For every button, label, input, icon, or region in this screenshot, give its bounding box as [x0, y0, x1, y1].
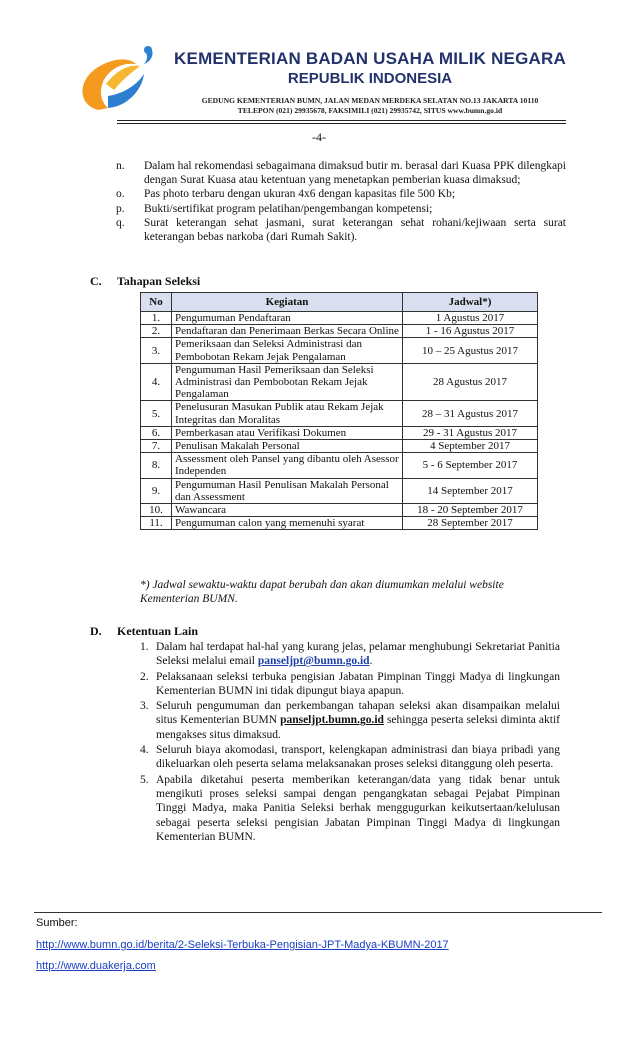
cell-no: 4. [141, 363, 172, 401]
list-marker: 5. [140, 773, 149, 786]
cell-jadwal: 1 Agustus 2017 [403, 312, 538, 325]
source-link-2-wrapper [36, 960, 156, 972]
cell-no: 5. [141, 401, 172, 426]
table-row [141, 312, 538, 325]
column-header-jadwal: Jadwal*) [403, 293, 538, 312]
list-text: Dalam hal rekomendasi sebagaimana dimaksud butir m. berasal dari Kuasa PPK dilengkapi dengan Surat Kuasa atau ketentuan yang menetapkan pemberian kuasa dimaksud; [144, 160, 566, 187]
cell-no: 7. [141, 440, 172, 453]
source-label: Sumber: [36, 917, 78, 929]
cell-no: 6. [141, 426, 172, 439]
cell-jadwal: 28 September 2017 [403, 517, 538, 530]
section-letter: C. [90, 274, 102, 288]
list-item [116, 187, 566, 201]
list-text-part: sehingga peserta seleksi diminta aktif mengakses situs dimaksud. [156, 714, 560, 741]
source-link-1-wrapper [36, 939, 449, 951]
cell-jadwal: 10 – 25 Agustus 2017 [403, 338, 538, 363]
section-letter: D. [90, 624, 102, 638]
cell-no: 9. [141, 478, 172, 503]
requirements-list [116, 159, 566, 244]
list-item [140, 743, 560, 772]
list-text-part: Seluruh pengumuman dan perkembangan tahapan seleksi akan disampaikan melalui situs Kementerian BUMN [156, 700, 560, 727]
cell-kegiatan: Pemeriksaan dan Seleksi Administrasi dan Pembobotan Rekam Jejak Pengalaman [172, 338, 403, 363]
bumn-logo-icon [70, 44, 168, 116]
list-text [156, 699, 560, 742]
schedule-table [140, 292, 538, 530]
email-link[interactable]: panseljpt@bumn.go.id [257, 655, 370, 668]
list-text: Pelaksanaan seleksi terbuka pengisian Jabatan Pimpinan Tinggi Madya di lingkungan Kementerian BUMN ini tidak dipungut biaya apapun. [156, 670, 560, 697]
table-row [141, 426, 538, 439]
org-country: REPUBLIK INDONESIA [287, 70, 453, 87]
column-header-kegiatan: Kegiatan [172, 293, 403, 312]
cell-no: 8. [141, 453, 172, 478]
source-link-2[interactable]: http://www.duakerja.com [36, 960, 156, 972]
list-marker: 1. [140, 641, 149, 653]
list-marker: o. [116, 188, 125, 201]
cell-jadwal: 1 - 16 Agustus 2017 [403, 325, 538, 338]
list-marker: 3. [140, 700, 149, 713]
list-marker: n. [116, 160, 125, 172]
source-link-1[interactable]: http://www.bumn.go.id/berita/2-Seleksi-Terbuka-Pengisian-JPT-Madya-KBUMN-2017 [36, 939, 449, 951]
list-text-part: . [369, 655, 373, 668]
cell-jadwal: 4 September 2017 [403, 440, 538, 453]
list-item [116, 202, 566, 216]
column-header-no: No [141, 293, 172, 312]
list-text: Apabila diketahui peserta memberikan keterangan/data yang tidak benar untuk mengikuti proses seleksi sampai dengan pengangkatan sebagai Pejabat Pimpinan Tinggi Madya, maka Panitia Seleksi berhak menggugurkan keikutsertaan/kelulusan sebagai peserta seleksi pengisian Jabatan Pimpinan Tinggi Madya di lingkungan Kementerian BUMN. [156, 773, 560, 843]
cell-kegiatan: Wawancara [172, 504, 403, 517]
cell-jadwal: 5 - 6 September 2017 [403, 453, 538, 478]
table-row [141, 453, 538, 478]
section-d-heading [90, 624, 198, 639]
header-rule [117, 120, 566, 121]
list-marker: 2. [140, 670, 149, 683]
cell-jadwal: 14 September 2017 [403, 478, 538, 503]
table-row [141, 517, 538, 530]
header-rule-thin [117, 123, 566, 124]
cell-kegiatan: Penelusuran Masukan Publik atau Rekam Jejak Integritas dan Moralitas [172, 401, 403, 426]
provisions-list [140, 640, 560, 845]
cell-kegiatan: Pengumuman Hasil Penulisan Makalah Personal dan Assessment [172, 478, 403, 503]
cell-kegiatan: Penulisan Makalah Personal [172, 440, 403, 453]
cell-jadwal: 28 – 31 Agustus 2017 [403, 401, 538, 426]
cell-no: 3. [141, 338, 172, 363]
page-number: -4- [312, 130, 326, 144]
table-row [141, 478, 538, 503]
cell-no: 11. [141, 517, 172, 530]
org-contact: TELEPON (021) 29935678, FAKSIMILI (021) 29935742, SITUS www.bumn.go.id [237, 106, 503, 115]
list-text [156, 640, 560, 669]
section-title: Ketentuan Lain [117, 624, 199, 638]
list-marker: p. [116, 202, 125, 215]
list-item [140, 699, 560, 742]
footer-rule [34, 912, 602, 913]
table-row [141, 440, 538, 453]
cell-kegiatan: Pengumuman calon yang memenuhi syarat [172, 517, 403, 530]
list-marker: 4. [140, 744, 149, 757]
cell-kegiatan: Pengumuman Pendaftaran [172, 312, 403, 325]
list-text-part: Dalam hal terdapat hal-hal yang kurang jelas, pelamar menghubungi Sekretariat Panitia Seleksi melalui email [156, 641, 560, 668]
letterhead [0, 0, 638, 125]
table-row [141, 338, 538, 363]
list-item [116, 216, 566, 244]
cell-jadwal: 28 Agustus 2017 [403, 363, 538, 401]
section-c-heading [90, 274, 200, 289]
list-marker: q. [116, 216, 125, 229]
table-row [141, 325, 538, 338]
cell-kegiatan: Assessment oleh Pansel yang dibantu oleh Asessor Independen [172, 453, 403, 478]
list-item [140, 773, 560, 844]
cell-no: 1. [141, 312, 172, 325]
cell-no: 10. [141, 504, 172, 517]
section-title: Tahapan Seleksi [117, 274, 201, 288]
list-text: Surat keterangan sehat jasmani, surat keterangan sehat rohani/kejiwaan serta surat keterangan bebas narkoba (dari Rumah Sakit). [144, 216, 566, 244]
table-header-row [141, 293, 538, 312]
table-row [141, 504, 538, 517]
cell-jadwal: 18 - 20 September 2017 [403, 504, 538, 517]
table-row [141, 363, 538, 401]
cell-no: 2. [141, 325, 172, 338]
list-item [140, 670, 560, 699]
cell-kegiatan: Pengumuman Hasil Pemeriksaan dan Seleksi Administrasi dan Pembobotan Rekam Jejak Pengalaman [172, 363, 403, 401]
schedule-note: *) Jadwal sewaktu-waktu dapat berubah dan akan diumumkan melalui website Kementerian BUMN. [140, 579, 504, 605]
cell-jadwal: 29 - 31 Agustus 2017 [403, 426, 538, 439]
org-name: KEMENTERIAN BADAN USAHA MILIK NEGARA [174, 49, 566, 68]
list-text: Pas photo terbaru dengan ukuran 4x6 dengan kapasitas file 500 Kb; [144, 188, 456, 201]
table-row [141, 401, 538, 426]
list-item [116, 159, 566, 187]
list-item [140, 640, 560, 669]
list-text: Seluruh biaya akomodasi, transport, kelengkapan administrasi dan biaya pribadi yang dikeluarkan oleh peserta selama melaksanakan proses seleksi ditanggung oleh peserta. [156, 744, 560, 771]
cell-kegiatan: Pemberkasan atau Verifikasi Dokumen [172, 426, 403, 439]
cell-kegiatan: Pendaftaran dan Penerimaan Berkas Secara Online [172, 325, 403, 338]
list-text: Bukti/sertifikat program pelatihan/pengembangan kompetensi; [144, 202, 433, 215]
site-link[interactable]: panseljpt.bumn.go.id [280, 714, 384, 727]
org-address: GEDUNG KEMENTERIAN BUMN, JALAN MEDAN MERDEKA SELATAN NO.13 JAKARTA 10110 [201, 96, 539, 105]
